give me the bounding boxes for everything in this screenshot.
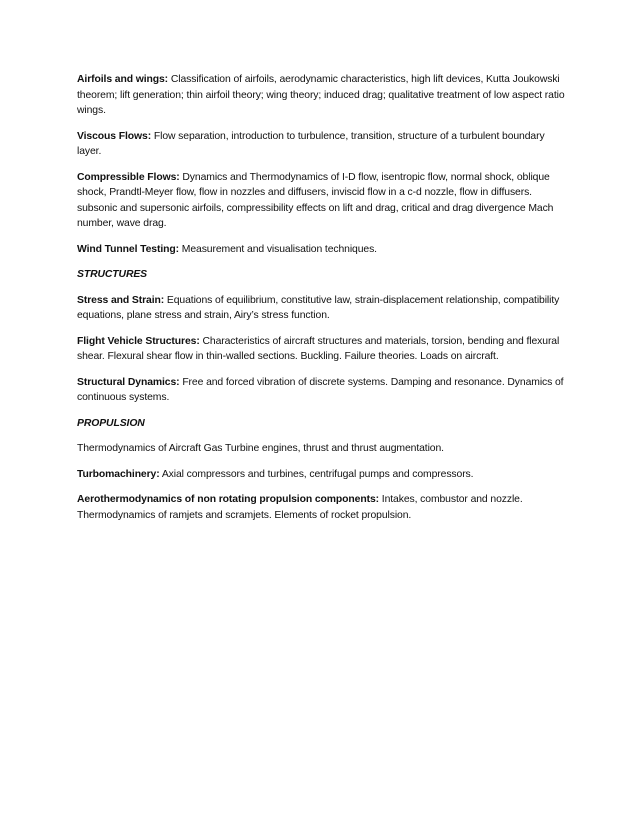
topic-airfoils-and-wings [77,72,565,119]
topic-turbomachinery [77,467,565,483]
topic-wind-tunnel-testing [77,242,565,258]
topic-term: Structural Dynamics: [77,376,180,388]
topic-term: Stress and Strain: [77,294,165,306]
topic-term: Aerothermodynamics of non rotating propulsion components: [77,494,379,505]
topic-compressible-flows [77,170,565,232]
topic-viscous-flows [77,129,565,160]
topic-description: Free and forced vibration of discrete systems. Damping and resonance. Dynamics of continuous systems. [77,376,564,403]
topic-description: Thermodynamics of Aircraft Gas Turbine engines, thrust and thrust augmentation. [77,443,444,454]
topic-term: Flight Vehicle Structures: [77,335,200,347]
topic-description: Measurement and visualisation techniques. [181,243,377,255]
topic-description: Intakes, combustor and nozzle. Thermodynamics of ramjets and scramjets. Elements of rocket propulsion. [77,494,523,521]
topic-aerothermodynamics [77,492,565,523]
document-page [77,72,565,533]
topic-description: Axial compressors and turbines, centrifugal pumps and compressors. [161,468,474,480]
topic-description: Equations of equilibrium, constitutive law, strain-displacement relationship, compatibility equations, plane stress and strain, Airy’s stress function. [77,294,560,321]
topic-term: Viscous Flows: [77,130,152,142]
topic-description: Characteristics of aircraft structures and materials, torsion, bending and flexural shear. Flexural shear flow in thin-walled sections. Buckling. Failure theories. Loads on aircraft. [77,335,560,362]
topic-flight-vehicle-structures [77,334,565,365]
topic-term: Airfoils and wings: [77,74,169,85]
topic-description: Flow separation, introduction to turbulence, transition, structure of a turbulent boundary layer. [77,130,545,157]
section-heading-structures: STRUCTURES [77,269,148,280]
topic-stress-and-strain [77,293,565,324]
section-heading-propulsion: PROPULSION [77,417,145,429]
topic-term: Wind Tunnel Testing: [77,243,179,255]
topic-description: Classification of airfoils, aerodynamic characteristics, high lift devices, Kutta Joukowski theorem; lift generation; thin airfoil theory; wing theory; induced drag; qualitative treatment of low aspect ratio wings. [77,74,565,116]
topic-gas-turbine-thermodynamics [77,441,565,457]
topic-description: Dynamics and Thermodynamics of I-D flow, isentropic flow, normal shock, oblique shock, Prandtl-Meyer flow, flow in nozzles and diffusers, inviscid flow in a c-d nozzle, flow in diffusers. subsonic and supersonic airfoils, compressibility effects on lift and drag, critical and drag divergence Mach number, wave drag. [77,171,554,229]
topic-term: Turbomachinery: [77,468,160,480]
topic-structural-dynamics [77,375,565,406]
topic-term: Compressible Flows: [77,171,180,183]
